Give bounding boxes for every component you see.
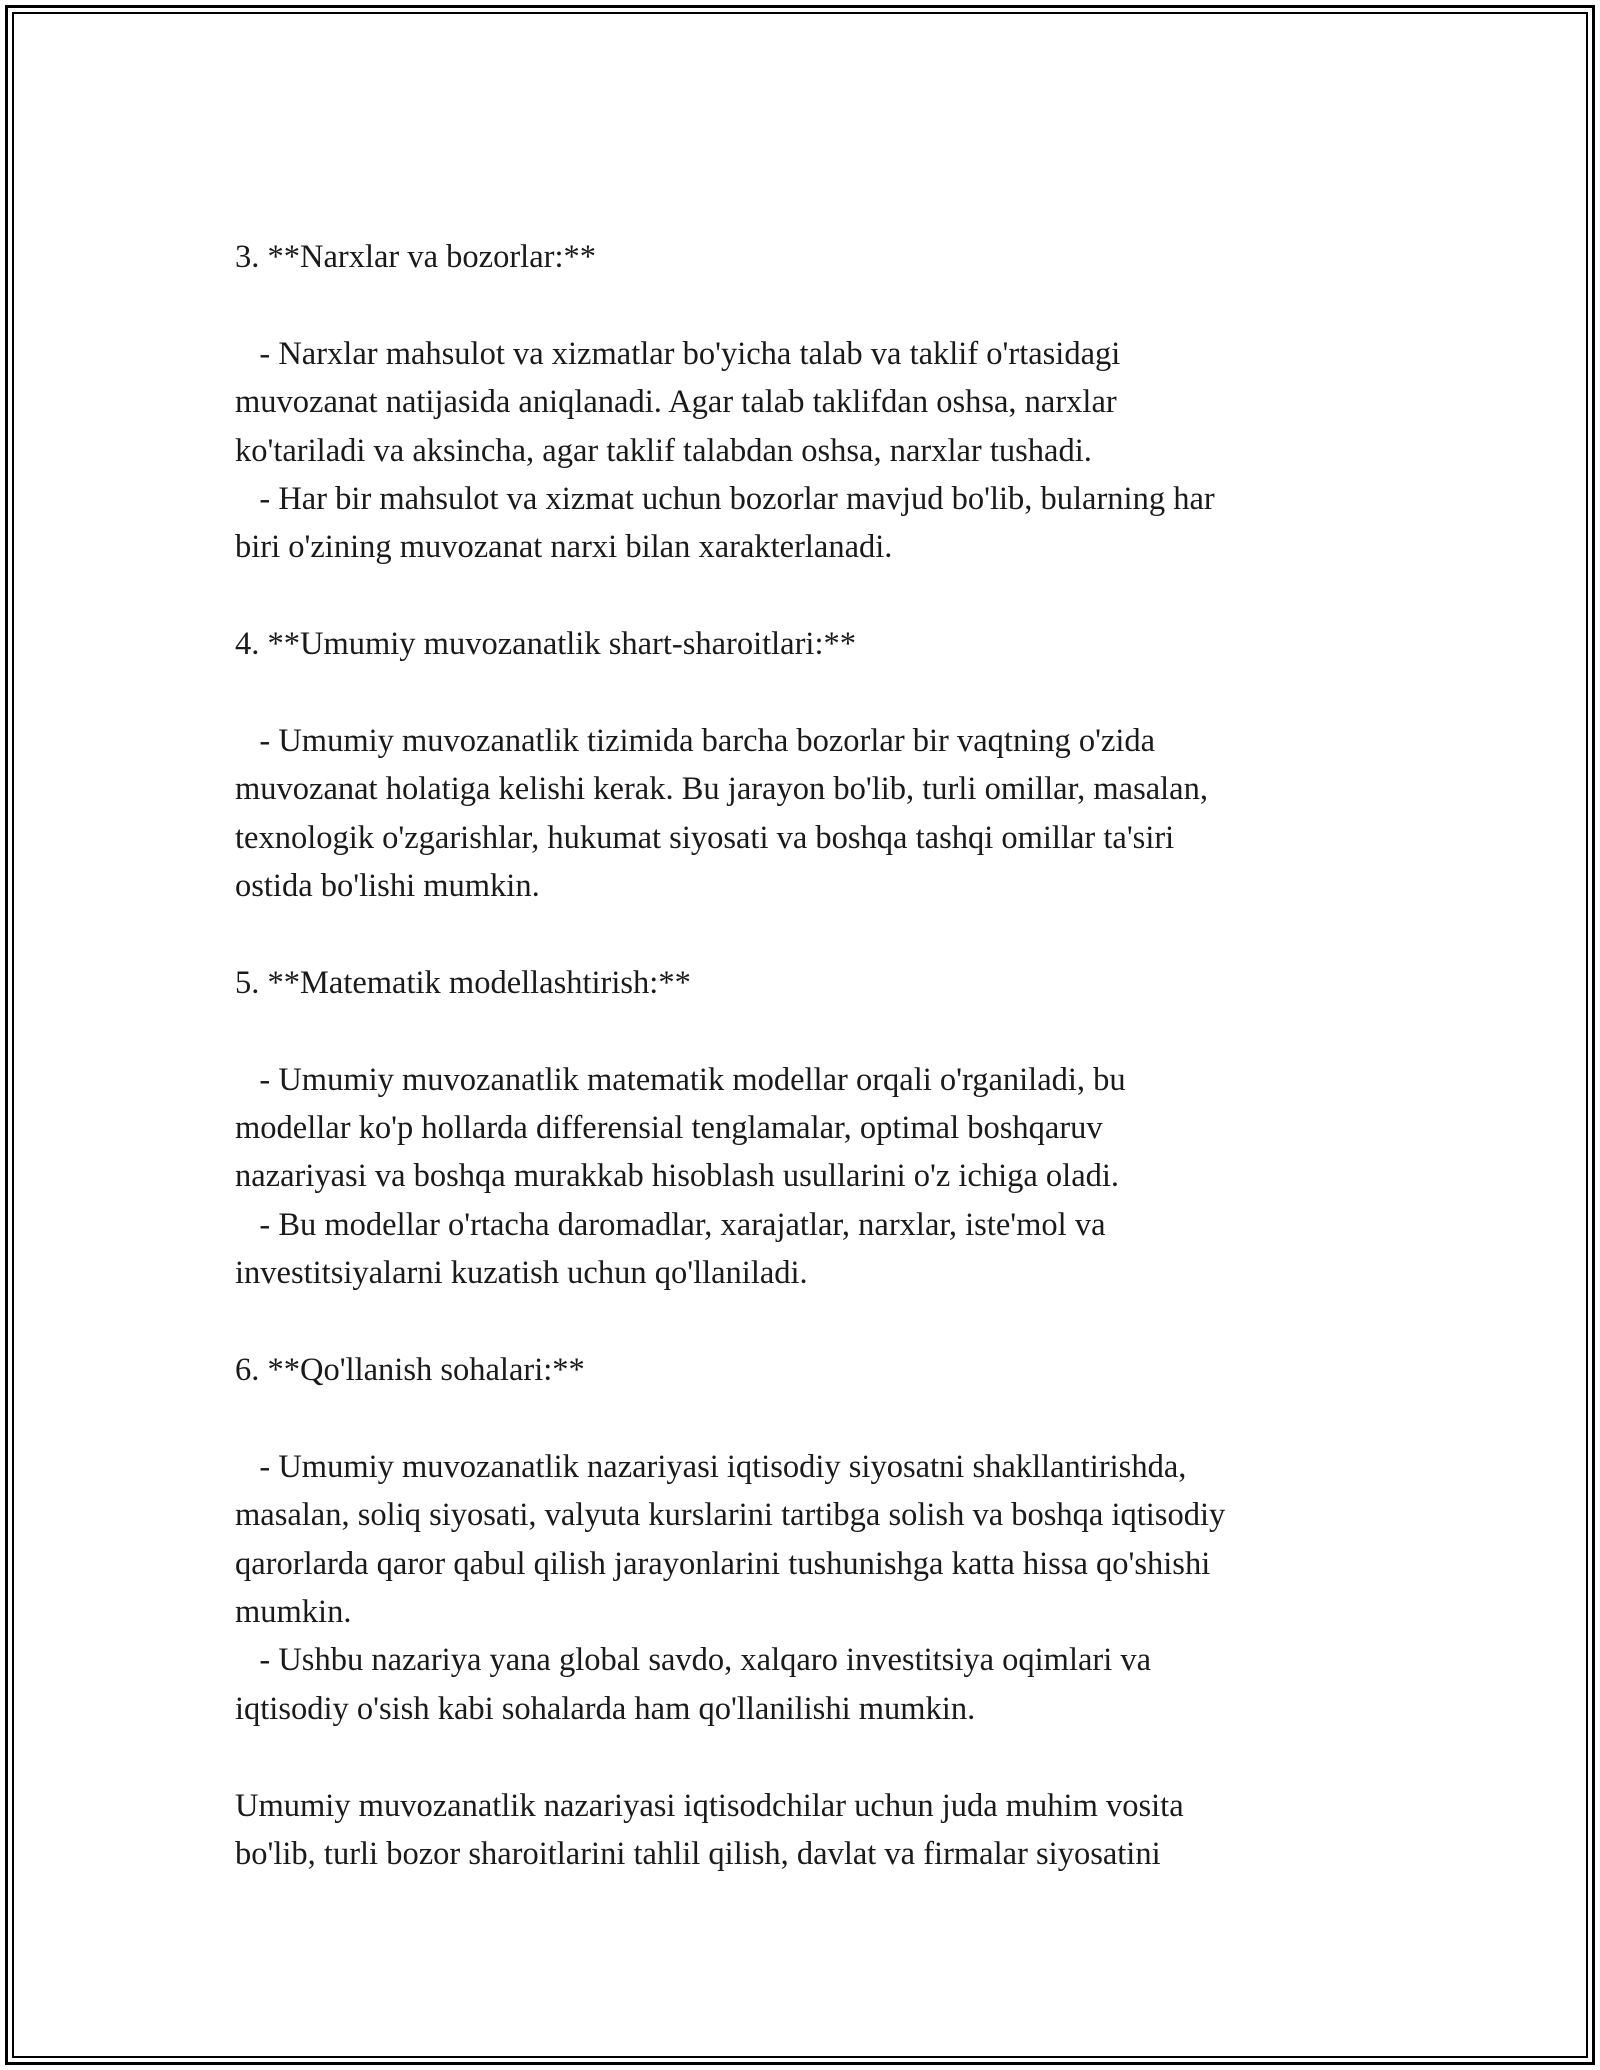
text-line: nazariyasi va boshqa murakkab hisoblash usullarini o'z ichiga oladi. xyxy=(235,1158,1120,1195)
text-line: 4. **Umumiy muvozanatlik shart-sharoitlari:** xyxy=(235,626,856,663)
text-line: - Ushbu nazariya yana global savdo, xalqaro investitsiya oqimlari va xyxy=(235,1642,1152,1679)
text-line: ko'tariladi va aksincha, agar taklif talabdan oshsa, narxlar tushadi. xyxy=(235,432,1092,469)
blank-line xyxy=(235,669,1365,717)
text-line: - Har bir mahsulot va xizmat uchun bozorlar mavjud bo'lib, bularning har xyxy=(235,480,1215,517)
text-line: - Umumiy muvozanatlik matematik modellar orqali o'rganiladi, bu xyxy=(235,1061,1126,1098)
text-line: iqtisodiy o'sish kabi sohalarda ham qo'llanilishi mumkin. xyxy=(235,1690,976,1727)
text-line: biri o'zining muvozanat narxi bilan xarakterlanadi. xyxy=(235,529,893,566)
text-line: masalan, soliq siyosati, valyuta kurslarini tartibga solish va boshqa iqtisodiy xyxy=(235,1497,1226,1534)
text-line: muvozanat natijasida aniqlanadi. Agar talab taklifdan oshsa, narxlar xyxy=(235,384,1117,421)
text-line: modellar ko'p hollarda differensial tenglamalar, optimal boshqaruv xyxy=(235,1110,1103,1147)
text-line: 3. **Narxlar va bozorlar:** xyxy=(235,239,596,275)
blank-line xyxy=(235,1394,1365,1442)
text-line: bo'lib, turli bozor sharoitlarini tahlil qilish, davlat va firmalar siyosatini xyxy=(235,1835,1161,1872)
blank-line xyxy=(235,572,1365,620)
blank-line xyxy=(235,1733,1365,1781)
text-line: ostida bo'lishi mumkin. xyxy=(235,868,540,905)
text-line: qarorlarda qaror qabul qilish jarayonlarini tushunishga katta hissa qo'shishi xyxy=(235,1545,1211,1582)
text-line: texnologik o'zgarishlar, hukumat siyosati va boshqa tashqi omillar ta'siri xyxy=(235,819,1175,856)
blank-line xyxy=(235,281,1365,329)
blank-line xyxy=(235,910,1365,958)
text-line: 6. **Qo'llanish sohalari:** xyxy=(235,1351,585,1388)
text-line: - Umumiy muvozanatlik tizimida barcha bozorlar bir vaqtning o'zida xyxy=(235,722,1156,759)
text-line: muvozanat holatiga kelishi kerak. Bu jarayon bo'lib, turli omillar, masalan, xyxy=(235,771,1208,808)
document-body xyxy=(235,233,1365,1878)
blank-line xyxy=(235,1298,1365,1346)
text-line: Umumiy muvozanatlik nazariyasi iqtisodchilar uchun juda muhim vosita xyxy=(235,1787,1184,1824)
text-line: 5. **Matematik modellashtirish:** xyxy=(235,964,691,1001)
text-line: - Narxlar mahsulot va xizmatlar bo'yicha talab va taklif o'rtasidagi xyxy=(235,335,1121,372)
blank-line xyxy=(235,1007,1365,1055)
text-line: mumkin. xyxy=(235,1593,352,1630)
text-line: - Umumiy muvozanatlik nazariyasi iqtisodiy siyosatni shakllantirishda, xyxy=(235,1448,1187,1485)
text-line: investitsiyalarni kuzatish uchun qo'llaniladi. xyxy=(235,1255,808,1292)
text-line: - Bu modellar o'rtacha daromadlar, xarajatlar, narxlar, iste'mol va xyxy=(235,1206,1106,1243)
